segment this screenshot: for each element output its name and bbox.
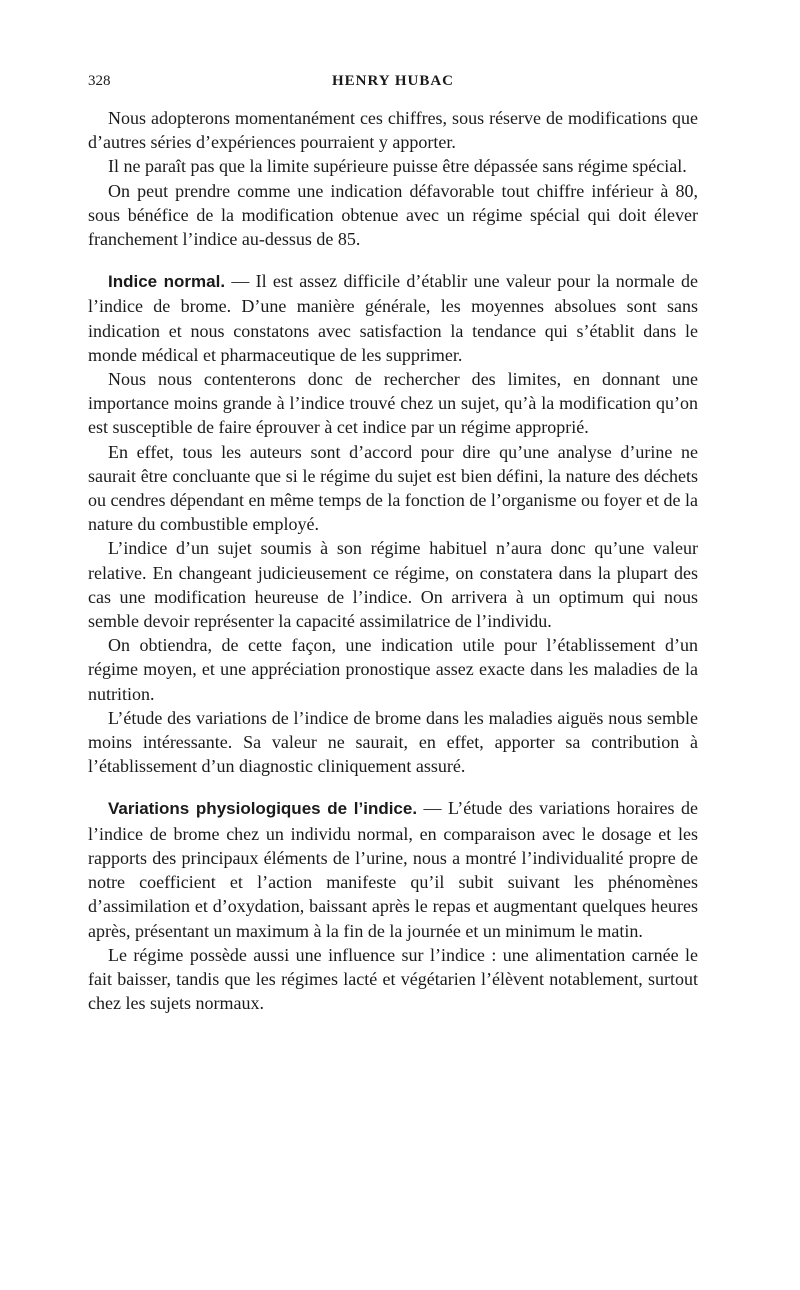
paragraph: On obtiendra, de cette façon, une indication utile pour l’établissement d’un régime moyen, et une appréciation pronostique assez exacte dans les maladies de la nutrition.: [88, 635, 698, 704]
page-number: 328: [88, 73, 111, 89]
body-text: [88, 106, 698, 1015]
paragraph: Le régime possède aussi une influence sur l’indice : une alimentation carnée le fait baisser, tandis que les régimes lacté et végétarien l’élèvent notablement, surtout chez les sujets normaux.: [88, 944, 698, 1014]
paragraph: L’indice d’un sujet soumis à son régime habituel n’aura donc qu’une valeur relative. En changeant judicieusement ce régime, on constatera dans la plupart des cas une modification heureuse de l’indice. On arrivera à un optimum qui nous semble devoir représenter la capacité assimilatrice de l’individu.: [88, 538, 698, 632]
paragraph: L’étude des variations de l’indice de brome dans les maladies aiguës nous semble moins intéressante. Sa valeur ne saurait, en effet, apporter sa contribution à l’établissement d’un diagnostic cliniquement assuré.: [88, 707, 698, 777]
page-header: [88, 73, 698, 97]
paragraph-variations: Variations physiologiques de l’indice. — L’étude des variations horaires de l’indice de brome chez un individu normal, en comparaison avec le dosage et les rapports des principaux éléments de l’urine, nous a montré l’individualité propre de notre coefficient et l’action manifeste qu’il subit suivant les phénomènes d’assimilation et d’oxydation, baissant après le repas et augmentant quelques heures après, présentant un maximum à la fin de la journée et un minimum le matin.: [88, 798, 698, 941]
paragraph: On peut prendre comme une indication défavorable tout chiffre inférieur à 80, sous bénéfice de la modification obtenue avec un régime spécial qui doit élever franchement l’indice au-dessus de 85.: [88, 180, 698, 250]
paragraph: En effet, tous les auteurs sont d’accord pour dire qu’une analyse d’urine ne saurait être concluante que si le régime du sujet est bien défini, la nature des déchets ou cendres dépendant en même temps de la fonction de l’organisme ou foyer et de la nature du combustible employé.: [88, 441, 698, 535]
section-title: Indice normal.: [108, 272, 226, 292]
paragraph: Nous adopterons momentanément ces chiffres, sous réserve de modifications que d’autres séries d’expériences pourraient y apporter.: [88, 108, 698, 153]
paragraph: Nous nous contenterons donc de rechercher des limites, en donnant une importance moins grande à l’indice trouvé chez un sujet, qu’à la modification qu’on est susceptible de faire éprouver à cet indice par un régime approprié.: [88, 369, 698, 438]
paragraph-indice-normal: Indice normal. — Il est assez difficile d’établir une valeur pour la normale de l’indice de brome. D’une manière générale, les moyennes absolues sont sans indication et nous constatons avec satisfaction la tendance qui s’établit dans le monde médical et pharmaceutique de les supprimer.: [88, 271, 699, 365]
paragraph: Il ne paraît pas que la limite supérieure puisse être dépassée sans régime spécial.: [108, 156, 687, 177]
section-title: Variations physiologiques de l’indice.: [108, 799, 418, 819]
running-head: HENRY HUBAC: [331, 73, 454, 89]
